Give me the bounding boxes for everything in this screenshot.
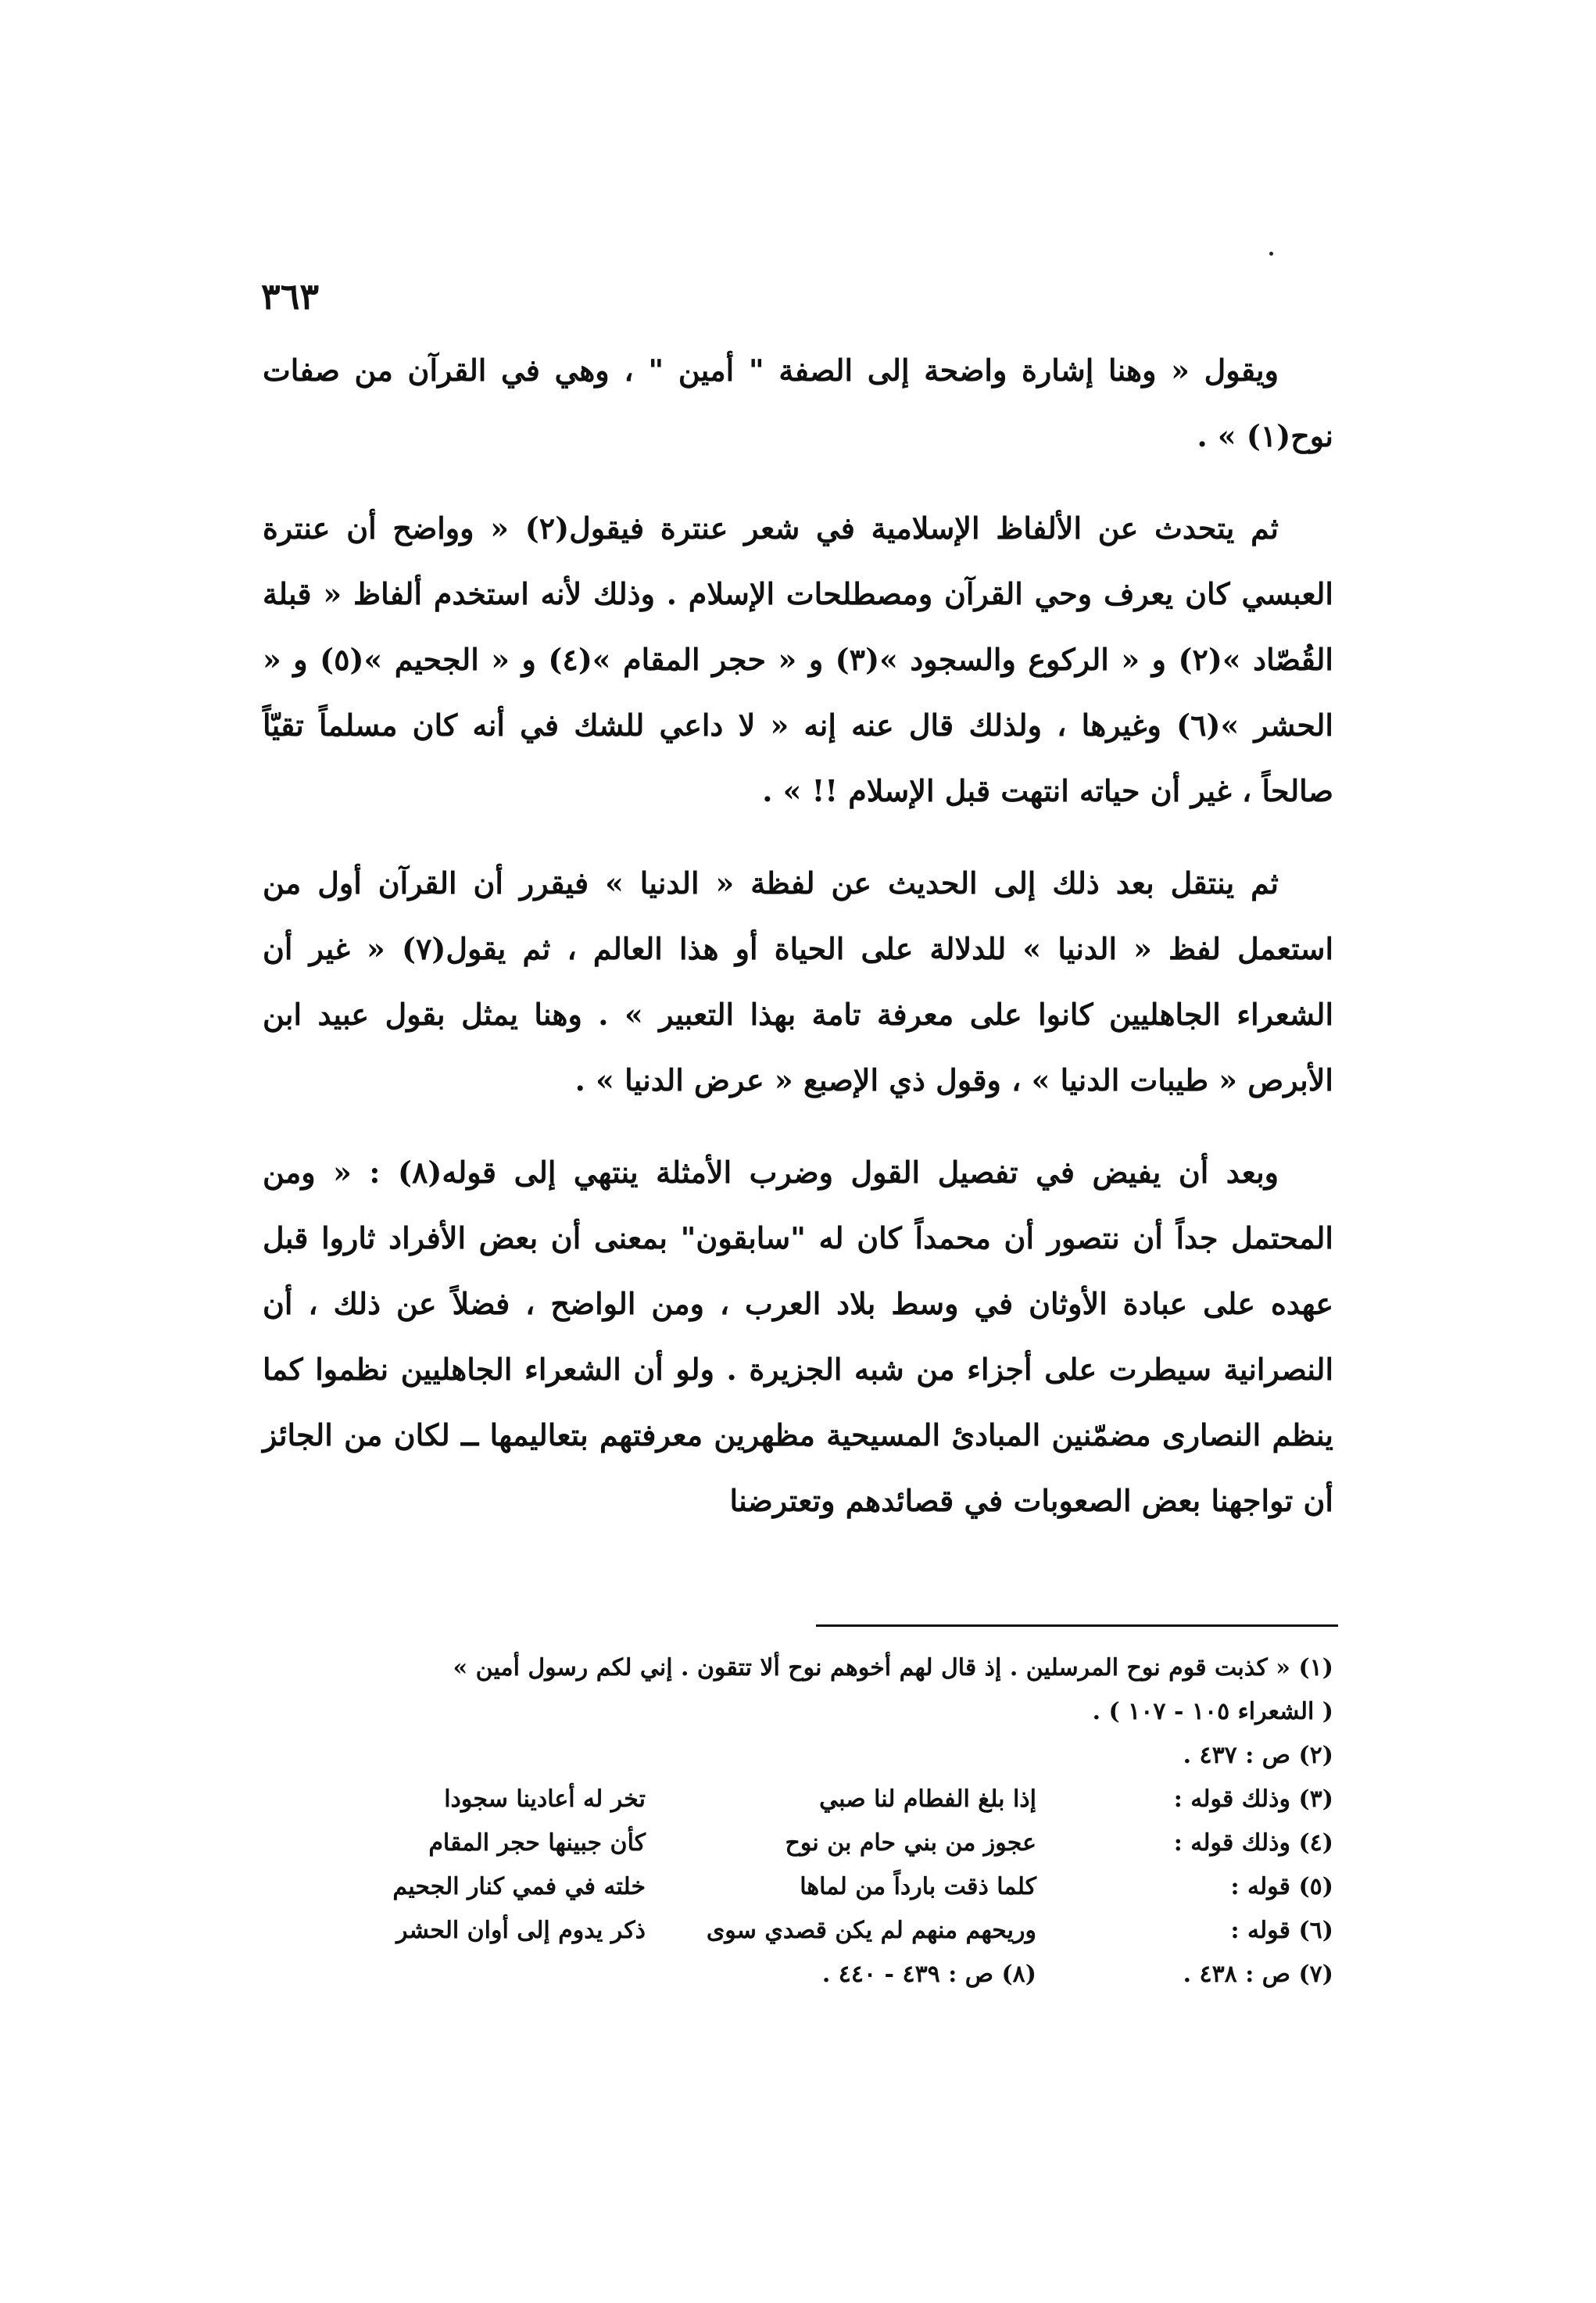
footnotes	[263, 1646, 1333, 1997]
paragraph-1: ويقول « وهنا إشارة واضحة إلى الصفة " أمين " ، وهي في القرآن من صفات نوح(١) » .	[263, 353, 1333, 453]
page-number: ٣٦٣	[261, 275, 320, 317]
footnote-label: (٥) قوله :	[1230, 1873, 1333, 1900]
body-text	[263, 338, 1333, 1560]
footnote-8: (٨) ص : ٤٣٩ - ٤٤٠ .	[821, 1961, 1036, 1988]
paragraph-2: ثم يتحدث عن الألفاظ الإسلامية في شعر عنترة فيقول(٢) « وواضح أن عنترة العبسي كان يعرف وحي القرآن ومصطلحات الإسلام . وذلك لأنه استخدم ألفاظ « قبلة القُصّاد »(٢) و « الركوع والسجود »(٣) و « حجر المقام »(٤) و « الجحيم »(٥) و « الحشر »(٦) وغيرها ، ولذلك قال عنه إنه « لا داعي للشك في أنه كان مسلماً تقيّاً صالحاً ، غير أن حياته انتهت قبل الإسلام !! » .	[263, 510, 1333, 808]
verse-first-hemistich: إذا بلغ الفطام لنا صبي	[819, 1785, 1036, 1813]
footnote-label: (٦) قوله :	[1230, 1917, 1333, 1944]
verse-second-hemistich: خلته في فمي كنار الجحيم	[392, 1873, 646, 1900]
footnote-1-line-1: (١) « كذبت قوم نوح المرسلين . إذ قال لهم أخوهم نوح ألا تتقون . إني لكم رسول أمين »	[453, 1654, 1333, 1682]
verse-first-hemistich: وريحهم منهم لم يكن قصدي سوى	[706, 1917, 1036, 1944]
footnote-7: (٧) ص : ٤٣٨ .	[1183, 1961, 1333, 1988]
verse-second-hemistich: تخر له أعادينا سجودا	[444, 1785, 646, 1813]
verse-first-hemistich: عجوز من بني حام بن نوح	[785, 1829, 1036, 1857]
footnote-divider	[816, 1624, 1338, 1627]
paragraph-3: ثم ينتقل بعد ذلك إلى الحديث عن لفظة « الدنيا » فيقرر أن القرآن أول من استعمل لفظ « الدنيا » للدلالة على الحياة أو هذا العالم ، ثم يقول(٧) « غير أن الشعراء الجاهليين كانوا على معرفة تامة بهذا التعبير » . وهنا يمثل بقول عبيد ابن الأبرص « طيبات الدنيا » ، وقول ذي الإصبع « عرض الدنيا » .	[263, 865, 1334, 1098]
footnote-1-line-2: ( الشعراء ١٠٥ - ١٠٧ ) .	[1092, 1698, 1333, 1725]
verse-second-hemistich: كأن جبينها حجر المقام	[428, 1829, 646, 1857]
footnote-6	[263, 1909, 1333, 1953]
footnotes-7-8	[263, 1953, 1333, 1997]
footnote-label: (٣) وذلك قوله :	[1173, 1785, 1333, 1813]
verse-second-hemistich: ذكر يدوم إلى أوان الحشر	[396, 1917, 646, 1944]
footnote-label: (٤) وذلك قوله :	[1173, 1829, 1333, 1857]
footnote-5	[263, 1865, 1333, 1909]
footnote-4	[263, 1821, 1333, 1865]
scan-speck	[1269, 252, 1273, 256]
footnote-2: (٢) ص : ٤٣٧ .	[1183, 1742, 1333, 1769]
paragraph-4: وبعد أن يفيض في تفصيل القول وضرب الأمثلة ينتهي إلى قوله(٨) : « ومن المحتمل جداً أن نتصور أن محمداً كان له "سابقون" بمعنى أن بعض الأفراد ثاروا قبل عهده على عبادة الأوثان في وسط بلاد العرب ، ومن الواضح ، فضلاً عن ذلك ، أن النصرانية سيطرت على أجزاء من شبه الجزيرة . ولو أن الشعراء الجاهليين نظموا كما ينظم النصارى مضمّنين المبادئ المسيحية مظهرين معرفتهم بتعاليمها ــ لكان من الجائز أن تواجهنا بعض الصعوبات في قصائدهم وتعترضنا	[263, 1155, 1333, 1518]
footnote-3	[263, 1778, 1333, 1821]
verse-first-hemistich: كلما ذقت بارداً من لماها	[800, 1873, 1036, 1900]
